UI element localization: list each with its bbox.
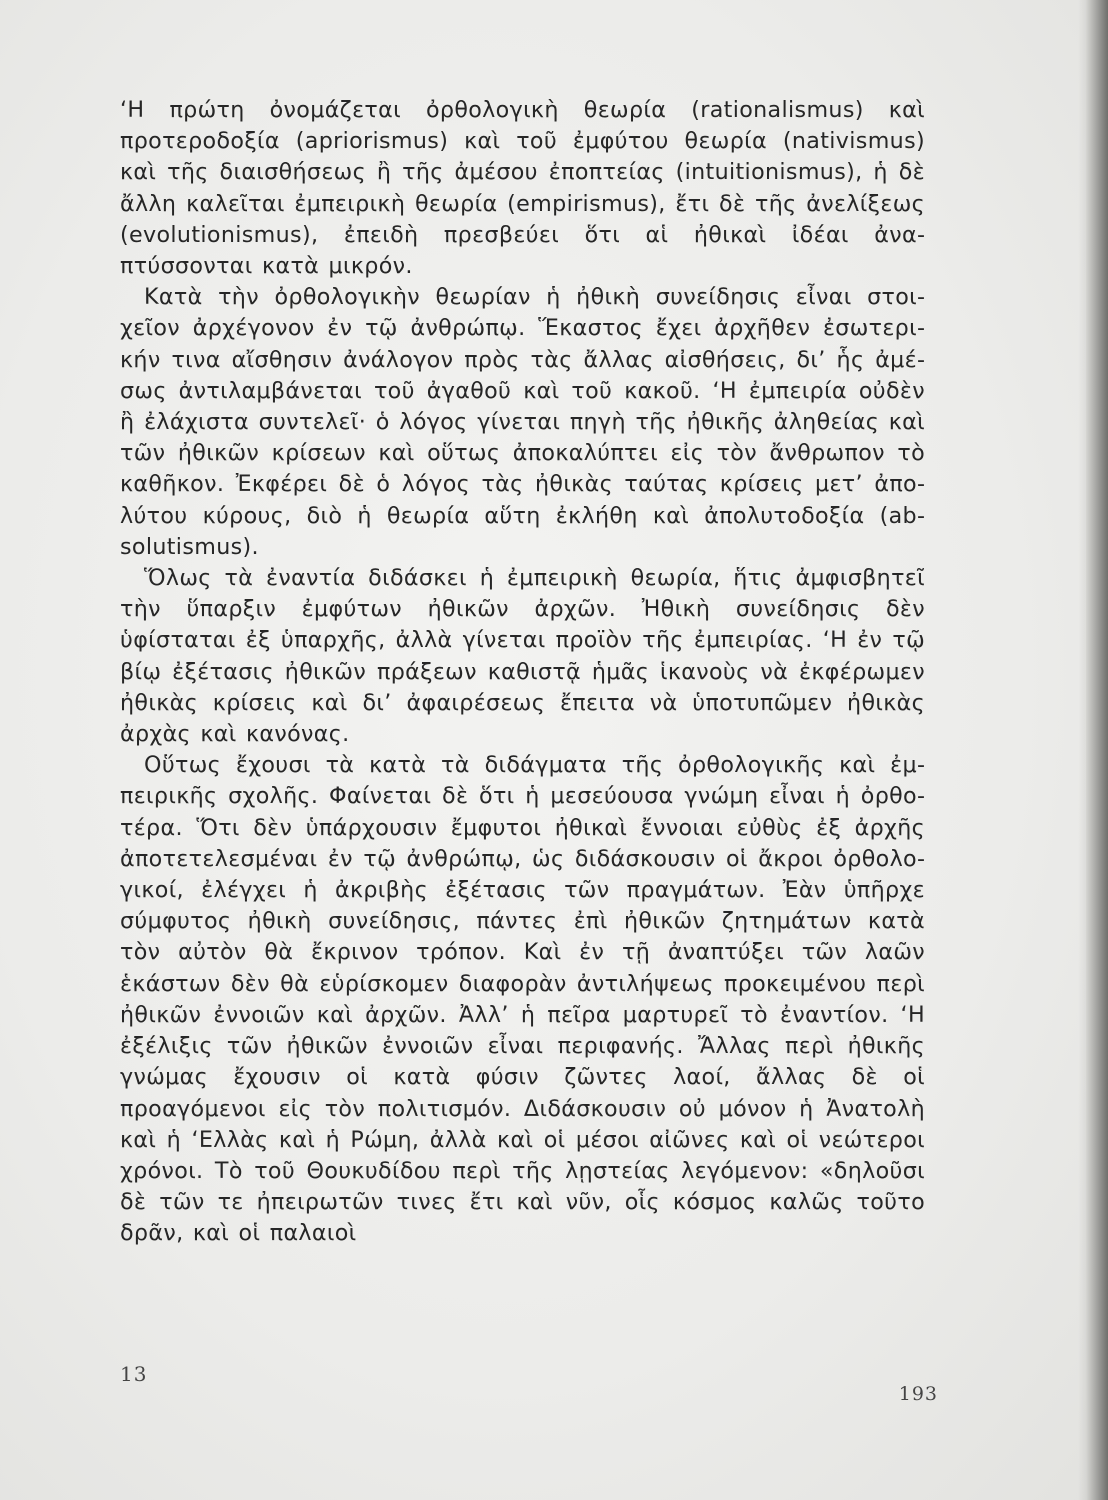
paragraph-4: Οὕτως ἔχουσι τὰ κατὰ τὰ διδάγματα τῆς ὀρθολογικῆς καὶ ἐμπειρικῆς σχολῆς. Φαίνεται δὲ ὅτι ἡ μεσεύουσα γνώμη εἶναι ἡ ὀρθοτέρα. Ὅτι δὲν ὑπάρχουσιν ἔμφυτοι ἠθικαὶ ἔννοιαι εὐθὺς ἐξ ἀρχῆς ἀποτετελεσμέναι ἐν τῷ ἀνθρώπῳ, ὡς διδάσκουσιν οἱ ἄκροι ὀρθολογικοί, ἐλέγχει ἡ ἀκριβὴς ἐξέτασις τῶν πραγμάτων. Ἐὰν ὑπῆρχε σύμφυτος ἠθικὴ συνείδησις, πάντες ἐπὶ ἠθικῶν ζητημάτων κατὰ τὸν αὐτὸν θὰ ἔκρινον τρόπον. Καὶ ἐν τῇ ἀναπτύξει τῶν λαῶν ἑκάστων δὲν θὰ εὑρίσκομεν διαφορὰν ἀντιλήψεως προκειμένου περὶ ἠθικῶν ἐννοιῶν καὶ ἀρχῶν. Ἀλλ’ ἡ πεῖρα μαρτυρεῖ τὸ ἐναντίον. ‘Η ἐξέλιξις τῶν ἠθικῶν ἐννοιῶν εἶναι περιφανής. Ἄλλας περὶ ἠθικῆς γνώμας ἔχουσιν οἱ κατὰ φύσιν ζῶντες λαοί, ἄλλας δὲ οἱ προαγόμενοι εἰς τὸν πολιτισμόν. Διδάσκουσιν οὐ μόνον ἡ Ἀνατολὴ καὶ ἡ ‘Ελλὰς καὶ ἡ Ρώμη, ἀλλὰ καὶ οἱ μέσοι αἰῶνες καὶ οἱ νεώτεροι χρόνοι. Τὸ τοῦ Θουκυδίδου περὶ τῆς λῃστείας λεγόμενον: «δηλοῦσι δὲ τῶν τε ἠπειρωτῶν τινες ἔτι καὶ νῦν, οἷς κόσμος καλῶς τοῦτο δρᾶν, καὶ οἱ παλαιοὶ <box>120 752 925 1247</box>
paragraph-2: Κατὰ τὴν ὀρθολογικὴν θεωρίαν ἡ ἠθικὴ συνείδησις εἶναι στοιχεῖον ἀρχέγονον ἐν τῷ ἀνθρώπῳ. Ἕκαστος ἔχει ἀρχῆθεν ἐσωτερικήν τινα αἴσθησιν ἀνάλογον πρὸς τὰς ἄλλας αἰσθήσεις, δι’ ἧς ἀμέσως ἀντιλαμβάνεται τοῦ ἀγαθοῦ καὶ τοῦ κακοῦ. ‘Η ἐμπειρία οὐδὲν ἢ ἐλάχιστα συντελεῖ· ὁ λόγος γίνεται πηγὴ τῆς ἠθικῆς ἀληθείας καὶ τῶν ἠθικῶν κρίσεων καὶ οὕτως ἀποκαλύπτει εἰς τὸν ἄνθρωπον τὸ καθῆκον. Ἐκφέρει δὲ ὁ λόγος τὰς ἠθικὰς ταύτας κρίσεις μετ’ ἀπολύτου κύρους, διὸ ἡ θεωρία αὕτη ἐκλήθη καὶ ἀπολυτοδοξία (absolutismus). <box>120 284 925 560</box>
page-number: 193 <box>898 1383 938 1405</box>
page-edge <box>1086 0 1108 1500</box>
signature-mark: 13 <box>120 1362 148 1386</box>
paragraph-3: Ὅλως τὰ ἐναντία διδάσκει ἡ ἐμπειρικὴ θεωρία, ἥτις ἀμφισβητεῖ τὴν ὕπαρξιν ἐμφύτων ἠθικῶν ἀρχῶν. Ἠθικὴ συνείδησις δὲν ὑφίσταται ἐξ ὑπαρχῆς, ἀλλὰ γίνεται προϊὸν τῆς ἐμπειρίας. ‘Η ἐν τῷ βίῳ ἐξέτασις ἠθικῶν πράξεων καθιστᾷ ἡμᾶς ἱκανοὺς νὰ ἐκφέρωμεν ἠθικὰς κρίσεις καὶ δι’ ἀφαιρέσεως ἔπειτα νὰ ὑποτυπῶμεν ἠθικὰς ἀρχὰς καὶ κανόνας. <box>120 565 925 748</box>
body-text <box>120 95 925 1250</box>
page-fold-shadow <box>1078 0 1086 1500</box>
paragraph-1: ‘Η πρώτη ὀνομάζεται ὀρθολογικὴ θεωρία (rationalismus) καὶ προτεροδοξία (apriorismus) καὶ τοῦ ἐμφύτου θεωρία (nativismus) καὶ τῆς διαισθήσεως ἢ τῆς ἀμέσου ἐποπτείας (intuitionismus), ἡ δὲ ἄλλη καλεῖται ἐμπειρικὴ θεωρία (empirismus), ἔτι δὲ τῆς ἀνελίξεως (evolutionismus), ἐπειδὴ πρεσβεύει ὅτι αἱ ἠθικαὶ ἰδέαι ἀναπτύσσονται κατὰ μικρόν. <box>120 97 925 280</box>
